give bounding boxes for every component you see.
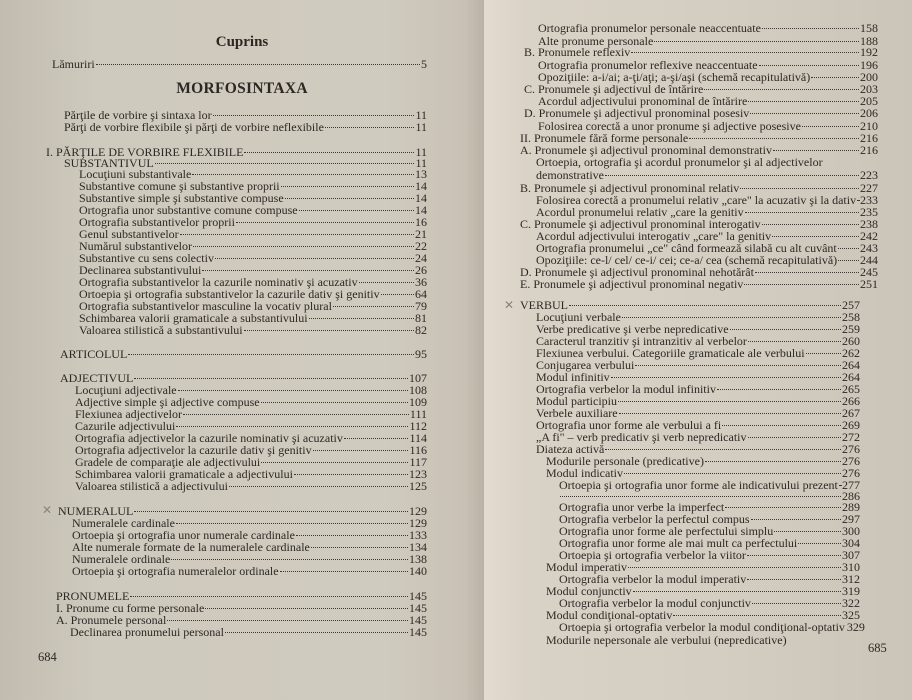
toc-entry: Ortografia substantivelor proprii 16 [79,215,427,229]
toc-entry: Ortoepia şi ortografia unor numerale cardinale 133 [72,528,427,542]
toc-entry: Modul infinitiv 264 [536,370,860,384]
toc-entry: II. Pronumele fără forme personale 216 [520,131,878,145]
toc-entry: Ortografia unor forme ale perfectului simplu 300 [559,524,860,538]
toc-entry: Ortoepia, ortografia şi acordul pronumelor şi al adjectivelor [536,155,823,169]
toc-entry: Verbele auxiliare 267 [536,406,860,420]
toc-entry: Ortoepia şi ortografia substantivelor la cazurile dativ şi genitiv 64 [79,287,427,301]
toc-entry: Modurile nepersonale ale verbului (nepredicative) [546,633,787,647]
section-title: MORFOSINTAXA [176,80,308,97]
toc-entry: Ortoepia şi ortografia verbelor la viitor 307 [559,548,860,562]
toc-entry: Locuţiuni substantivale 13 [79,167,427,181]
toc-entry: Ortografia unor forme ale mai mult ca perfectului 304 [559,536,860,550]
toc-entry: PRONUMELE 145 [56,589,427,603]
toc-entry: B. Pronumele reflexiv 192 [524,45,878,59]
toc-entry: I. Pronume cu forme personale 145 [56,601,427,615]
toc-entry: Ortoepia şi ortografia verbelor la modul condiţional-optativ 329 [559,620,865,634]
toc-entry: SUBSTANTIVUL 11 [64,156,427,170]
toc-entry: Ortografia verbelor la modul infinitiv 265 [536,382,860,396]
toc-entry: Adjective simple şi adjective compuse 109 [75,395,427,409]
toc-entry: Schimbarea valorii gramaticale a substantivului 81 [79,311,427,325]
toc-entry: Declinarea pronumelui personal 145 [70,625,427,639]
toc-entry: Ortografia pronumelor personale neaccentuate 158 [538,21,878,35]
toc-entry: Alte pronume personale 188 [538,34,878,48]
toc-entry: A. Pronumele personal 145 [56,613,427,627]
toc-entry: Modul conjunctiv 319 [546,584,860,598]
toc-entry: D. Pronumele şi adjectivul pronominal posesiv 206 [524,106,878,120]
toc-entry: Modurile personale (predicative) 276 [546,454,860,468]
toc-entry: Modul indicativ 276 [546,466,860,480]
toc-entry: Locuţiuni verbale 258 [536,310,860,324]
toc-entry: Ortografia pronumelor reflexive neaccentuate 196 [538,58,878,72]
toc-entry: Flexiunea adjectivelor 111 [75,407,427,421]
toc-entry: Acordul pronumelui relativ „care la genitiv 235 [536,205,878,219]
toc-entry: Conjugarea verbului 264 [536,358,860,372]
page-number: 685 [868,641,887,655]
toc-entry: Flexiunea verbului. Categoriile gramaticale ale verbului 262 [536,346,860,360]
toc-entry: Ortografia pronumelui „ce" când formează silabă cu alt cuvânt 243 [536,241,878,255]
toc-entry: Opoziţiile: ce-l/ cel/ ce-i/ cei; ce-a/ cea (schemă recapitulativă) 244 [536,253,878,267]
toc-entry: Substantive cu sens colectiv 24 [79,251,427,265]
toc-entry: Folosirea corectă a pronumelui relativ „care" la acuzativ şi la dativ 233 [536,193,878,207]
toc-entry: Alte numerale formate de la numeralele cardinale 134 [72,540,427,554]
toc-entry: Acordul adjectivului interogativ „care" la genitiv 242 [536,229,878,243]
toc-entry: Ortografia verbelor la modul conjunctiv 322 [559,596,860,610]
toc-entry: E. Pronumele şi adjectivul pronominal negativ 251 [520,277,878,291]
toc-entry: Valoarea stilistică a adjectivului 125 [75,479,427,493]
toc-entry: Modul condiţional-optativ 325 [546,608,860,622]
toc-entry: Modul imperativ 310 [546,560,860,574]
toc-entry: Numeralele ordinale 138 [72,552,427,566]
toc-entry: B. Pronumele şi adjectivul pronominal relativ 227 [520,181,878,195]
toc-entry: Modul participiu 266 [536,394,860,408]
toc-entry: Lămuriri 5 [52,57,427,71]
toc-entry: Ortografia verbelor la perfectul compus 297 [559,512,860,526]
toc-entry: Ortoepia şi ortografia numeralelor ordinale 140 [72,564,427,578]
toc-entry: Cazurile adjectivului 112 [75,419,427,433]
toc-entry: Declinarea substantivului 26 [79,263,427,277]
toc-entry: I. PĂRŢILE DE VORBIRE FLEXIBILE 11 [46,145,427,159]
right-page [484,0,912,700]
toc-entry: NUMERALUL 129 [58,504,427,518]
toc-entry: Verbe predicative şi verbe nepredicative 259 [536,322,860,336]
margin-mark-icon: ✕ [42,503,53,517]
toc-entry: „A fi" – verb predicativ şi verb nepredicativ 272 [536,430,860,444]
page-title: Cuprins [215,34,269,50]
toc-entry: Ortografia unor substantive comune compuse 14 [79,203,427,217]
toc-entry: Numărul substantivelor 22 [79,239,427,253]
toc-entry: VERBUL 257 [520,298,860,312]
toc-entry: Ortografia verbelor la modul imperativ 312 [559,572,860,586]
toc-entry: Locuţiuni adjectivale 108 [75,383,427,397]
toc-entry: C. Pronumele şi adjectivul de întărire 203 [524,82,878,96]
toc-entry: Ortografia unor verbe la imperfect 289 [559,500,860,514]
toc-entry: Substantive simple şi substantive compuse 14 [79,191,427,205]
toc-entry: demonstrative 223 [536,168,878,182]
toc-entry: Ortografia adjectivelor la cazurile dativ şi genitiv 116 [75,443,427,457]
toc-entry: Valoarea stilistică a substantivului 82 [79,323,427,337]
toc-entry: Numeralele cardinale 129 [72,516,427,530]
toc-entry: Caracterul tranzitiv şi intranzitiv al verbelor 260 [536,334,860,348]
toc-entry: Ortoepia şi ortografia unor forme ale indicativului prezent 277 [559,478,860,492]
toc-entry: Opoziţiile: a-i/ai; a-ţi/aţi; a-şi/aşi (schemă recapitulativă) 200 [538,70,878,84]
toc-entry: ADJECTIVUL 107 [60,371,427,385]
toc-entry: Ortografia adjectivelor la cazurile nominativ şi acuzativ 114 [75,431,427,445]
toc-entry: Folosirea corectă a unor pronume şi adjective posesive 210 [538,119,878,133]
toc-entry: ARTICOLUL 95 [60,347,427,361]
toc-entry: C. Pronumele şi adjectivul pronominal interogativ 238 [520,217,878,231]
toc-entry: A. Pronumele şi adjectivul pronominal demonstrativ 216 [520,143,878,157]
toc-entry: Ortografia substantivelor masculine la vocativ plural 79 [79,299,427,313]
toc-entry: D. Pronumele şi adjectivul pronominal nehotărât 245 [520,265,878,279]
toc-entry: Părţile de vorbire şi sintaxa lor 11 [64,108,427,122]
toc-entry: Gradele de comparaţie ale adjectivului 117 [75,455,427,469]
toc-entry: Ortografia substantivelor la cazurile nominativ şi acuzativ 36 [79,275,427,289]
toc-entry: Acordul adjectivului pronominal de întărire 205 [538,94,878,108]
toc-entry: Ortografia unor forme ale verbului a fi 269 [536,418,860,432]
margin-mark-icon: ✕ [504,298,515,312]
toc-entry: Substantive comune şi substantive proprii 14 [79,179,427,193]
page-number: 684 [38,650,57,664]
toc-entry: Părţi de vorbire flexibile şi părţi de vorbire neflexibile 11 [64,120,427,134]
toc-entry: Schimbarea valorii gramaticale a adjectivului 123 [75,467,427,481]
toc-entry: Diateza activă 276 [536,442,860,456]
toc-entry: Genul substantivelor 21 [79,227,427,241]
toc-entry: 286 [559,490,860,503]
